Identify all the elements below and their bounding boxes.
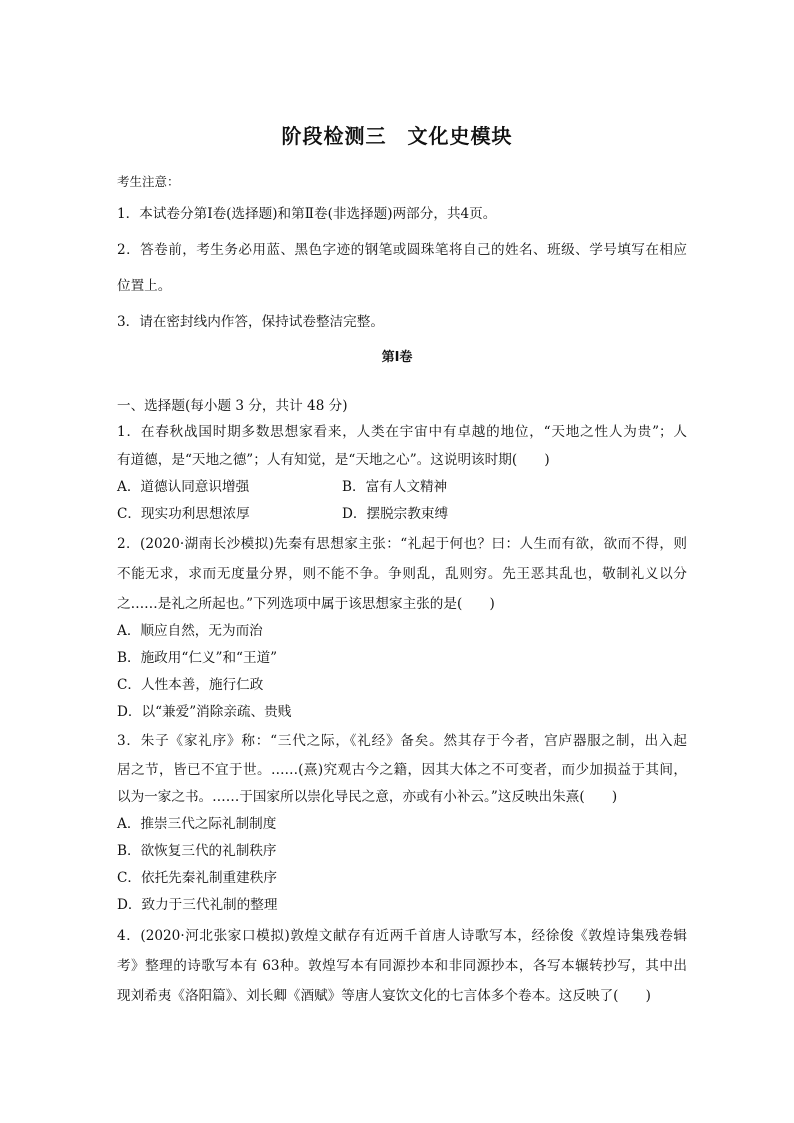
question-2-option-a[interactable]: A．顺应自然，无为而治 <box>117 623 263 639</box>
question-3-line-3: 以为一家之书。……于国家所以崇化导民之意，亦或有小补云。”这反映出朱熹( ) <box>117 789 618 805</box>
question-1-option-d[interactable]: D．摆脱宗教束缚 <box>342 506 449 522</box>
question-4-line-1: 4．(2020·河北张家口模拟)敦煌文献存有近两千首唐人诗歌写本，经徐俊《敦煌诗集残卷辑 <box>117 928 687 944</box>
question-2-option-d[interactable]: D．以“兼爱”消除亲疏、贵贱 <box>117 704 292 720</box>
question-3-option-c[interactable]: C．依托先秦礼制重建秩序 <box>117 870 277 886</box>
question-2-option-c[interactable]: C．人性本善，施行仁政 <box>117 677 264 693</box>
question-3-line-2: 居之节，皆已不宜于世。……(熹)究观古今之籍，因其大体之不可变者，而少加损益于其间， <box>117 762 687 778</box>
question-1-line-1: 1．在春秋战国时期多数思想家看来，人类在宇宙中有卓越的地位，“天地之性人为贵”；人 <box>117 424 687 440</box>
page-title: 阶段检测三 文化史模块 <box>281 124 513 148</box>
notice-item-2-cont: 位置上。 <box>117 278 172 294</box>
question-4-line-2: 考》整理的诗歌写本有 63种。敦煌写本有同源抄本和非同源抄本，各写本辗转抄写，其中出 <box>117 958 687 974</box>
notice-item-1: 1．本试卷分第Ⅰ卷(选择题)和第Ⅱ卷(非选择题)两部分，共4页。 <box>117 206 497 222</box>
question-3-option-a[interactable]: A．推崇三代之际礼制制度 <box>117 816 277 832</box>
question-3-line-1: 3．朱子《家礼序》称：“三代之际，《礼经》备矣。然其存于今者，宫庐器服之制，出入起 <box>117 733 687 749</box>
notice-heading: 考生注意： <box>117 174 180 189</box>
question-1-option-b[interactable]: B．富有人文精神 <box>342 479 448 495</box>
question-2-option-b[interactable]: B．施政用“仁义”和“王道” <box>117 650 278 666</box>
question-1-option-a[interactable]: A．道德认同意识增强 <box>117 479 250 495</box>
question-1-option-c[interactable]: C．现实功利思想浓厚 <box>117 506 250 522</box>
question-2-line-1: 2．(2020·湖南长沙模拟)先秦有思想家主张：“礼起于何也？曰：人生而有欲，欲而不得，则 <box>117 536 687 552</box>
question-2-line-3: 之……是礼之所起也。”下列选项中属于该思想家主张的是( ) <box>117 596 495 612</box>
question-1-options-row-1 <box>117 477 687 497</box>
notice-item-3: 3．请在密封线内作答，保持试卷整洁完整。 <box>117 314 384 330</box>
section-title: 第Ⅰ卷 <box>381 350 413 365</box>
question-3-option-b[interactable]: B．欲恢复三代的礼制秩序 <box>117 843 277 859</box>
notice-item-2: 2．答卷前，考生务必用蓝、黑色字迹的钢笔或圆珠笔将自己的姓名、班级、学号填写在相应 <box>117 242 687 258</box>
part-heading: 一、选择题(每小题 3 分，共计 48 分) <box>117 398 348 414</box>
question-1-options-row-2 <box>117 504 687 524</box>
question-3-option-d[interactable]: D．致力于三代礼制的整理 <box>117 897 278 913</box>
question-2-line-2: 不能无求，求而无度量分界，则不能不争。争则乱，乱则穷。先王恶其乱也，敬制礼义以分 <box>117 566 687 582</box>
question-1-line-2: 有道德，是“天地之德”；人有知觉，是“天地之心”。这说明该时期( ) <box>117 452 550 468</box>
question-4-line-3: 现刘希夷《洛阳篇》、刘长卿《酒赋》等唐人宴饮文化的七言体多个卷本。这反映了( ) <box>117 988 651 1004</box>
